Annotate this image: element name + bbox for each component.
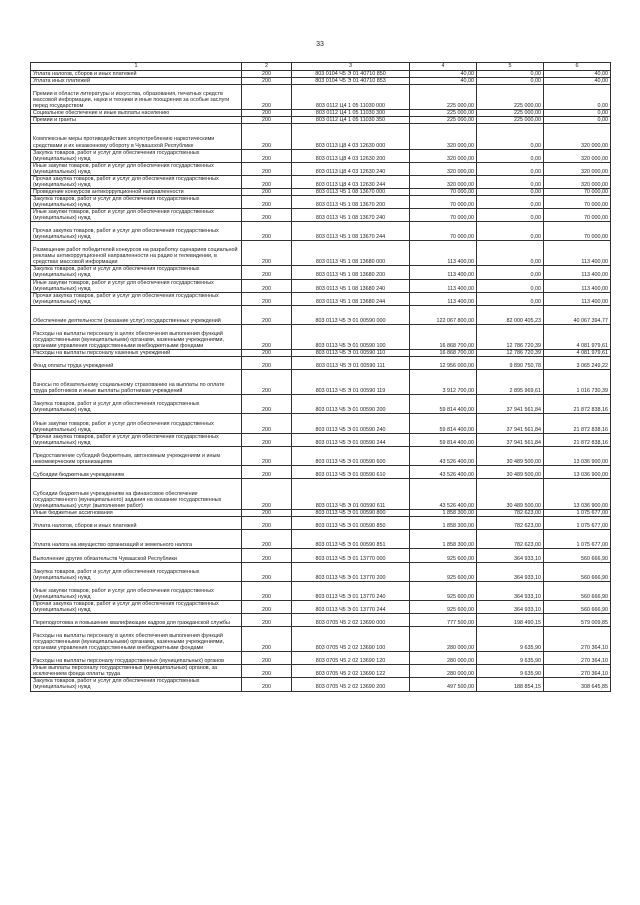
row-code-cell: 200 xyxy=(242,613,292,626)
row-remaining-cell: 3 065 249,22 xyxy=(544,357,611,370)
row-kbk-cell: 803 0113 Ч5 Э 01 00590 244 xyxy=(292,433,410,446)
row-executed-cell: 0,00 xyxy=(477,266,544,279)
row-remaining-cell: 320 000,00 xyxy=(544,175,611,188)
table-row xyxy=(31,652,611,665)
row-executed-cell: 9 635,90 xyxy=(477,627,544,652)
table-row xyxy=(31,465,611,478)
row-kbk-cell: 803 0112 Ц4 1 05 11030 000 xyxy=(292,85,410,110)
table-row xyxy=(31,241,611,266)
row-remaining-cell: 320 000,00 xyxy=(544,149,611,162)
row-code-cell: 200 xyxy=(242,465,292,478)
row-name-cell: Комплексные меры противодействия злоупотреблению наркотическими средствами и их незаконному обороту в Чувашской Республике xyxy=(31,124,242,149)
row-kbk-cell: 803 0113 Ч5 Э 01 00590 111 xyxy=(292,357,410,370)
row-remaining-cell: 113 400,00 xyxy=(544,292,611,305)
row-name-cell: Уплата налогов, сборов и иных платежей xyxy=(31,517,242,530)
row-executed-cell: 37 941 561,84 xyxy=(477,395,544,414)
row-kbk-cell: 803 0113 Ч5 1 08 13670 244 xyxy=(292,222,410,241)
row-code-cell: 200 xyxy=(242,162,292,175)
row-executed-cell: 12 786 720,39 xyxy=(477,324,544,349)
column-header: 2 xyxy=(242,63,292,71)
row-executed-cell: 782 623,00 xyxy=(477,530,544,549)
row-kbk-cell: 803 0705 Ч5 2 02 13690 122 xyxy=(292,665,410,678)
row-code-cell: 200 xyxy=(242,241,292,266)
row-remaining-cell: 40,00 xyxy=(544,78,611,85)
table-row xyxy=(31,292,611,305)
row-code-cell: 200 xyxy=(242,370,292,395)
table-row xyxy=(31,208,611,221)
table-row xyxy=(31,395,611,414)
row-remaining-cell: 560 666,90 xyxy=(544,562,611,581)
row-remaining-cell: 1 075 677,00 xyxy=(544,510,611,517)
row-name-cell: Прочая закупка товаров, работ и услуг для обеспечения государственных (муниципальных) нужд xyxy=(31,222,242,241)
row-executed-cell: 0,00 xyxy=(477,208,544,221)
table-row xyxy=(31,562,611,581)
row-code-cell: 200 xyxy=(242,279,292,292)
row-code-cell: 200 xyxy=(242,581,292,600)
row-remaining-cell: 0,00 xyxy=(544,110,611,117)
row-kbk-cell: 803 0113 Ч5 1 08 13680 240 xyxy=(292,279,410,292)
row-code-cell: 200 xyxy=(242,305,292,324)
row-approved-cell: 12 956 000,00 xyxy=(410,357,477,370)
table-body xyxy=(31,71,611,692)
row-executed-cell: 0,00 xyxy=(477,124,544,149)
row-approved-cell: 113 400,00 xyxy=(410,279,477,292)
table-row xyxy=(31,195,611,208)
row-executed-cell: 364 933,10 xyxy=(477,581,544,600)
row-remaining-cell: 1 016 730,39 xyxy=(544,370,611,395)
row-approved-cell: 16 868 700,00 xyxy=(410,350,477,357)
budget-table xyxy=(30,62,611,692)
row-remaining-cell: 4 081 979,61 xyxy=(544,350,611,357)
table-row xyxy=(31,149,611,162)
row-approved-cell: 70 000,00 xyxy=(410,208,477,221)
table-row xyxy=(31,627,611,652)
row-remaining-cell: 320 000,00 xyxy=(544,162,611,175)
row-approved-cell: 280 000,00 xyxy=(410,652,477,665)
row-executed-cell: 0,00 xyxy=(477,175,544,188)
row-approved-cell: 1 858 300,00 xyxy=(410,510,477,517)
row-executed-cell: 0,00 xyxy=(477,279,544,292)
row-approved-cell: 16 868 700,00 xyxy=(410,324,477,349)
row-code-cell: 200 xyxy=(242,414,292,433)
row-code-cell: 200 xyxy=(242,110,292,117)
row-kbk-cell: 803 0113 Ч5 Э 01 00590 610 xyxy=(292,465,410,478)
row-remaining-cell: 21 872 838,16 xyxy=(544,414,611,433)
table-row xyxy=(31,124,611,149)
row-kbk-cell: 803 0113 Ч5 Э 01 00590 119 xyxy=(292,370,410,395)
table-row xyxy=(31,357,611,370)
row-kbk-cell: 803 0113 Ц8 4 03 12630 000 xyxy=(292,124,410,149)
row-name-cell: Иные закупки товаров, работ и услуг для обеспечения государственных (муниципальных) нужд xyxy=(31,581,242,600)
row-remaining-cell: 13 036 900,00 xyxy=(544,465,611,478)
table-row xyxy=(31,517,611,530)
row-code-cell: 200 xyxy=(242,395,292,414)
row-kbk-cell: 803 0113 Ч5 1 08 13680 000 xyxy=(292,241,410,266)
row-executed-cell: 0,00 xyxy=(477,71,544,78)
row-approved-cell: 70 000,00 xyxy=(410,195,477,208)
row-name-cell: Закупка товаров, работ и услуг для обеспечения государственных (муниципальных) нужд xyxy=(31,149,242,162)
row-kbk-cell: 803 0113 Ц8 4 03 12630 200 xyxy=(292,149,410,162)
row-executed-cell: 782 623,00 xyxy=(477,517,544,530)
row-approved-cell: 925 600,00 xyxy=(410,549,477,562)
row-code-cell: 200 xyxy=(242,433,292,446)
table-row xyxy=(31,117,611,124)
row-code-cell: 200 xyxy=(242,292,292,305)
row-approved-cell: 70 000,00 xyxy=(410,188,477,195)
table-row xyxy=(31,530,611,549)
row-executed-cell: 0,00 xyxy=(477,222,544,241)
row-remaining-cell: 13 036 900,00 xyxy=(544,478,611,509)
row-remaining-cell: 113 400,00 xyxy=(544,241,611,266)
row-name-cell: Закупка товаров, работ и услуг для обеспечения государственных (муниципальных) нужд xyxy=(31,266,242,279)
row-remaining-cell: 270 364,10 xyxy=(544,665,611,678)
row-kbk-cell: 803 0113 Ч5 Э 01 00590 850 xyxy=(292,517,410,530)
table-row xyxy=(31,581,611,600)
row-approved-cell: 1 858 300,00 xyxy=(410,517,477,530)
row-executed-cell: 188 854,15 xyxy=(477,678,544,691)
row-name-cell: Иные закупки товаров, работ и услуг для обеспечения государственных (муниципальных) нужд xyxy=(31,162,242,175)
row-code-cell: 200 xyxy=(242,627,292,652)
row-approved-cell: 43 526 400,00 xyxy=(410,446,477,465)
row-approved-cell: 320 000,00 xyxy=(410,175,477,188)
row-executed-cell: 12 786 720,39 xyxy=(477,350,544,357)
row-name-cell: Закупка товаров, работ и услуг для обеспечения государственных (муниципальных) нужд xyxy=(31,678,242,691)
table-row xyxy=(31,279,611,292)
row-name-cell: Взносы по обязательному социальному страхованию на выплаты по оплате труда работников и иные выплаты работникам учреждений xyxy=(31,370,242,395)
row-kbk-cell: 803 0113 Ц8 4 03 12630 240 xyxy=(292,162,410,175)
row-remaining-cell: 40 067 394,77 xyxy=(544,305,611,324)
row-executed-cell: 0,00 xyxy=(477,149,544,162)
table-row xyxy=(31,266,611,279)
row-kbk-cell: 803 0113 Ч5 Э 01 13770 240 xyxy=(292,581,410,600)
row-remaining-cell: 70 000,00 xyxy=(544,208,611,221)
row-remaining-cell: 40,00 xyxy=(544,71,611,78)
row-code-cell: 200 xyxy=(242,124,292,149)
row-code-cell: 200 xyxy=(242,549,292,562)
row-name-cell: Фонд оплаты труда учреждений xyxy=(31,357,242,370)
row-remaining-cell: 21 872 838,16 xyxy=(544,433,611,446)
row-kbk-cell: 803 0113 Ч5 1 08 13670 200 xyxy=(292,195,410,208)
table-row xyxy=(31,110,611,117)
row-kbk-cell: 803 0705 Ч5 2 02 13690 200 xyxy=(292,678,410,691)
row-name-cell: Предоставление субсидий бюджетным, автономным учреждениям и иным некоммерческим организациям xyxy=(31,446,242,465)
row-name-cell: Обеспечение деятельности (оказание услуг) государственных учреждений xyxy=(31,305,242,324)
row-code-cell: 200 xyxy=(242,446,292,465)
row-approved-cell: 225 000,00 xyxy=(410,85,477,110)
row-approved-cell: 3 912 700,00 xyxy=(410,370,477,395)
row-code-cell: 200 xyxy=(242,195,292,208)
row-kbk-cell: 803 0705 Ч5 2 02 13690 100 xyxy=(292,627,410,652)
row-kbk-cell: 803 0104 Ч5 Э 01 40710 853 xyxy=(292,78,410,85)
table-row xyxy=(31,162,611,175)
row-kbk-cell: 803 0113 Ч5 Э 01 00590 200 xyxy=(292,395,410,414)
row-remaining-cell: 270 364,10 xyxy=(544,652,611,665)
row-approved-cell: 40,00 xyxy=(410,71,477,78)
row-remaining-cell: 70 000,00 xyxy=(544,222,611,241)
row-kbk-cell: 803 0113 Ч5 Э 01 00590 110 xyxy=(292,350,410,357)
row-code-cell: 200 xyxy=(242,600,292,613)
row-executed-cell: 364 933,10 xyxy=(477,600,544,613)
row-remaining-cell: 560 666,90 xyxy=(544,581,611,600)
table-row xyxy=(31,549,611,562)
row-executed-cell: 37 941 561,84 xyxy=(477,414,544,433)
row-kbk-cell: 803 0113 Ч5 Э 01 13770 000 xyxy=(292,549,410,562)
row-remaining-cell: 560 666,90 xyxy=(544,600,611,613)
table-row xyxy=(31,85,611,110)
row-name-cell: Переподготовка и повышение квалификации кадров для гражданской службы xyxy=(31,613,242,626)
row-kbk-cell: 803 0113 Ч5 Э 01 00590 611 xyxy=(292,478,410,509)
row-approved-cell: 122 067 800,00 xyxy=(410,305,477,324)
row-executed-cell: 30 489 500,00 xyxy=(477,446,544,465)
row-executed-cell: 0,00 xyxy=(477,188,544,195)
column-header: 5 xyxy=(477,63,544,71)
row-executed-cell: 0,00 xyxy=(477,241,544,266)
row-code-cell: 200 xyxy=(242,188,292,195)
row-name-cell: Субсидии бюджетным учреждениям xyxy=(31,465,242,478)
row-executed-cell: 782 623,00 xyxy=(477,510,544,517)
row-name-cell: Иные закупки товаров, работ и услуг для обеспечения государственных (муниципальных) нужд xyxy=(31,279,242,292)
row-executed-cell: 30 489 500,00 xyxy=(477,478,544,509)
table-row xyxy=(31,665,611,678)
table-row xyxy=(31,222,611,241)
row-executed-cell: 225 000,00 xyxy=(477,117,544,124)
row-executed-cell: 0,00 xyxy=(477,162,544,175)
row-approved-cell: 43 526 400,00 xyxy=(410,465,477,478)
table-row xyxy=(31,613,611,626)
row-executed-cell: 0,00 xyxy=(477,78,544,85)
row-remaining-cell: 113 400,00 xyxy=(544,266,611,279)
row-approved-cell: 320 000,00 xyxy=(410,124,477,149)
row-name-cell: Уплата налогов, сборов и иных платежей xyxy=(31,71,242,78)
table-row xyxy=(31,446,611,465)
table-row xyxy=(31,175,611,188)
row-approved-cell: 113 400,00 xyxy=(410,241,477,266)
row-code-cell: 200 xyxy=(242,266,292,279)
row-code-cell: 200 xyxy=(242,78,292,85)
row-approved-cell: 925 600,00 xyxy=(410,600,477,613)
row-code-cell: 200 xyxy=(242,85,292,110)
row-code-cell: 200 xyxy=(242,678,292,691)
row-kbk-cell: 803 0113 Ч5 Э 01 00590 000 xyxy=(292,305,410,324)
row-code-cell: 200 xyxy=(242,530,292,549)
row-name-cell: Проведение конкурсов антикоррупционной направленности xyxy=(31,188,242,195)
row-remaining-cell: 13 036 900,00 xyxy=(544,446,611,465)
row-kbk-cell: 803 0113 Ч5 Э 01 00590 100 xyxy=(292,324,410,349)
row-kbk-cell: 803 0113 Ч5 1 08 13680 200 xyxy=(292,266,410,279)
row-code-cell: 200 xyxy=(242,350,292,357)
row-code-cell: 200 xyxy=(242,517,292,530)
row-approved-cell: 777 500,00 xyxy=(410,613,477,626)
row-approved-cell: 1 858 300,00 xyxy=(410,530,477,549)
row-kbk-cell: 803 0705 Ч5 2 02 13690 120 xyxy=(292,652,410,665)
row-code-cell: 200 xyxy=(242,222,292,241)
row-remaining-cell: 0,00 xyxy=(544,117,611,124)
row-approved-cell: 43 526 400,00 xyxy=(410,478,477,509)
row-approved-cell: 70 000,00 xyxy=(410,222,477,241)
row-code-cell: 200 xyxy=(242,357,292,370)
table-row xyxy=(31,678,611,691)
row-kbk-cell: 803 0113 Ч5 1 08 13670 000 xyxy=(292,188,410,195)
row-kbk-cell: 803 0705 Ч5 2 02 13690 000 xyxy=(292,613,410,626)
row-name-cell: Иные закупки товаров, работ и услуг для обеспечения государственных (муниципальных) нужд xyxy=(31,414,242,433)
row-approved-cell: 225 000,00 xyxy=(410,117,477,124)
row-approved-cell: 59 814 400,00 xyxy=(410,395,477,414)
column-header: 4 xyxy=(410,63,477,71)
row-executed-cell: 225 000,00 xyxy=(477,110,544,117)
column-header: 3 xyxy=(292,63,410,71)
row-kbk-cell: 803 0113 Ч5 Э 01 00590 800 xyxy=(292,510,410,517)
row-code-cell: 200 xyxy=(242,510,292,517)
row-name-cell: Субсидии бюджетным учреждениям на финансовое обеспечение государственного (муниципального) задания на оказание государственных (муниципальных) услуг (выполнение работ) xyxy=(31,478,242,509)
row-code-cell: 200 xyxy=(242,478,292,509)
row-name-cell: Иные выплаты персоналу государственных (муниципальных) органов, за исключением фонда оплаты труда xyxy=(31,665,242,678)
row-approved-cell: 925 600,00 xyxy=(410,581,477,600)
row-approved-cell: 925 600,00 xyxy=(410,562,477,581)
table-row xyxy=(31,71,611,78)
row-name-cell: Выполнение других обязательств Чувашской Республики xyxy=(31,549,242,562)
row-kbk-cell: 803 0113 Ч5 Э 01 13770 200 xyxy=(292,562,410,581)
row-kbk-cell: 803 0113 Ч5 Э 01 00590 240 xyxy=(292,414,410,433)
row-remaining-cell: 320 000,00 xyxy=(544,124,611,149)
row-executed-cell: 198 490,15 xyxy=(477,613,544,626)
row-approved-cell: 320 000,00 xyxy=(410,149,477,162)
row-executed-cell: 9 890 750,78 xyxy=(477,357,544,370)
row-approved-cell: 113 400,00 xyxy=(410,266,477,279)
row-name-cell: Прочая закупка товаров, работ и услуг для обеспечения государственных (муниципальных) нужд xyxy=(31,292,242,305)
row-kbk-cell: 803 0113 Ч5 1 08 13670 240 xyxy=(292,208,410,221)
row-kbk-cell: 803 0113 Ч5 Э 01 13770 244 xyxy=(292,600,410,613)
row-executed-cell: 0,00 xyxy=(477,292,544,305)
row-remaining-cell: 1 075 677,00 xyxy=(544,517,611,530)
table-row xyxy=(31,350,611,357)
row-name-cell: Закупка товаров, работ и услуг для обеспечения государственных (муниципальных) нужд xyxy=(31,395,242,414)
row-name-cell: Премии и гранты xyxy=(31,117,242,124)
row-code-cell: 200 xyxy=(242,149,292,162)
row-name-cell: Расходы на выплаты персоналу казенных учреждений xyxy=(31,350,242,357)
row-remaining-cell: 270 364,10 xyxy=(544,627,611,652)
row-executed-cell: 225 000,00 xyxy=(477,85,544,110)
table-row xyxy=(31,478,611,509)
row-name-cell: Премии в области литературы и искусства, образования, печатных средств массовой информации, науки и техники и иные поощрения за особые заслуги перед государством xyxy=(31,85,242,110)
table-row xyxy=(31,305,611,324)
row-remaining-cell: 308 645,85 xyxy=(544,678,611,691)
row-code-cell: 200 xyxy=(242,208,292,221)
row-executed-cell: 364 933,10 xyxy=(477,562,544,581)
row-name-cell: Иные закупки товаров, работ и услуг для обеспечения государственных (муниципальных) нужд xyxy=(31,208,242,221)
row-approved-cell: 113 400,00 xyxy=(410,292,477,305)
row-executed-cell: 37 941 561,84 xyxy=(477,433,544,446)
row-name-cell: Закупка товаров, работ и услуг для обеспечения государственных (муниципальных) нужд xyxy=(31,562,242,581)
row-remaining-cell: 4 081 979,61 xyxy=(544,324,611,349)
row-name-cell: Расходы на выплаты персоналу в целях обеспечения выполнения функций государственными (муниципальными) органами, казенными учреждениями, органами управления государственными внебюджетными фондами xyxy=(31,324,242,349)
row-approved-cell: 497 500,00 xyxy=(410,678,477,691)
row-executed-cell: 30 489 500,00 xyxy=(477,465,544,478)
row-remaining-cell: 0,00 xyxy=(544,85,611,110)
row-remaining-cell: 1 075 677,00 xyxy=(544,530,611,549)
row-name-cell: Уплата иных платежей xyxy=(31,78,242,85)
table-row xyxy=(31,510,611,517)
page-number: 33 xyxy=(316,41,324,48)
table-row xyxy=(31,433,611,446)
row-approved-cell: 280 000,00 xyxy=(410,665,477,678)
row-approved-cell: 225 000,00 xyxy=(410,110,477,117)
row-code-cell: 200 xyxy=(242,652,292,665)
row-name-cell: Уплата налога на имущество организаций и земельного налога xyxy=(31,530,242,549)
row-approved-cell: 59 814 400,00 xyxy=(410,433,477,446)
row-kbk-cell: 803 0112 Ц4 1 05 11030 350 xyxy=(292,117,410,124)
row-approved-cell: 59 814 400,00 xyxy=(410,414,477,433)
row-code-cell: 200 xyxy=(242,117,292,124)
row-name-cell: Расходы на выплаты персоналу государственных (муниципальных) органов xyxy=(31,652,242,665)
row-code-cell: 200 xyxy=(242,562,292,581)
column-header: 1 xyxy=(31,63,242,71)
row-executed-cell: 364 933,10 xyxy=(477,549,544,562)
row-executed-cell: 9 635,90 xyxy=(477,665,544,678)
row-code-cell: 200 xyxy=(242,71,292,78)
row-name-cell: Прочая закупка товаров, работ и услуг для обеспечения государственных (муниципальных) нужд xyxy=(31,175,242,188)
row-approved-cell: 40,00 xyxy=(410,78,477,85)
row-kbk-cell: 803 0113 Ч5 Э 01 00590 851 xyxy=(292,530,410,549)
row-kbk-cell: 803 0104 Ч5 Э 01 40710 850 xyxy=(292,71,410,78)
column-header: 6 xyxy=(544,63,611,71)
row-name-cell: Социальное обеспечение и иные выплаты населению xyxy=(31,110,242,117)
row-name-cell: Иные бюджетные ассигнования xyxy=(31,510,242,517)
row-name-cell: Прочая закупка товаров, работ и услуг для обеспечения государственных (муниципальных) нужд xyxy=(31,433,242,446)
table-row xyxy=(31,600,611,613)
row-name-cell: Расходы на выплаты персоналу в целях обеспечения выполнения функций государственными (муниципальными) органами, казенными учреждениями, органами управления государственными внебюджетными фондами xyxy=(31,627,242,652)
row-code-cell: 200 xyxy=(242,324,292,349)
table-row xyxy=(31,188,611,195)
row-name-cell: Прочая закупка товаров, работ и услуг для обеспечения государственных (муниципальных) нужд xyxy=(31,600,242,613)
row-remaining-cell: 70 000,00 xyxy=(544,195,611,208)
row-remaining-cell: 560 666,90 xyxy=(544,549,611,562)
row-remaining-cell: 113 400,00 xyxy=(544,279,611,292)
row-kbk-cell: 803 0113 Ч5 1 08 13680 244 xyxy=(292,292,410,305)
row-code-cell: 200 xyxy=(242,665,292,678)
row-approved-cell: 280 000,00 xyxy=(410,627,477,652)
row-kbk-cell: 803 0113 Ч5 Э 01 00590 600 xyxy=(292,446,410,465)
table-row xyxy=(31,78,611,85)
row-remaining-cell: 21 872 838,16 xyxy=(544,395,611,414)
row-executed-cell: 82 000 405,23 xyxy=(477,305,544,324)
row-remaining-cell: 579 009,85 xyxy=(544,613,611,626)
row-executed-cell: 2 895 969,61 xyxy=(477,370,544,395)
row-executed-cell: 0,00 xyxy=(477,195,544,208)
row-code-cell: 200 xyxy=(242,175,292,188)
row-name-cell: Закупка товаров, работ и услуг для обеспечения государственных (муниципальных) нужд xyxy=(31,195,242,208)
row-approved-cell: 320 000,00 xyxy=(410,162,477,175)
table-row xyxy=(31,414,611,433)
row-kbk-cell: 803 0112 Ц4 1 05 11030 300 xyxy=(292,110,410,117)
row-kbk-cell: 803 0113 Ц8 4 03 12630 244 xyxy=(292,175,410,188)
row-name-cell: Размещение работ победителей конкурсов на разработку сценариев социальной рекламы антикоррупционной направленности на радио и телевидении, в средствах массовой информации xyxy=(31,241,242,266)
table-row xyxy=(31,324,611,349)
table-header-row xyxy=(31,63,611,71)
row-executed-cell: 9 635,90 xyxy=(477,652,544,665)
row-remaining-cell: 70 000,00 xyxy=(544,188,611,195)
table-row xyxy=(31,370,611,395)
